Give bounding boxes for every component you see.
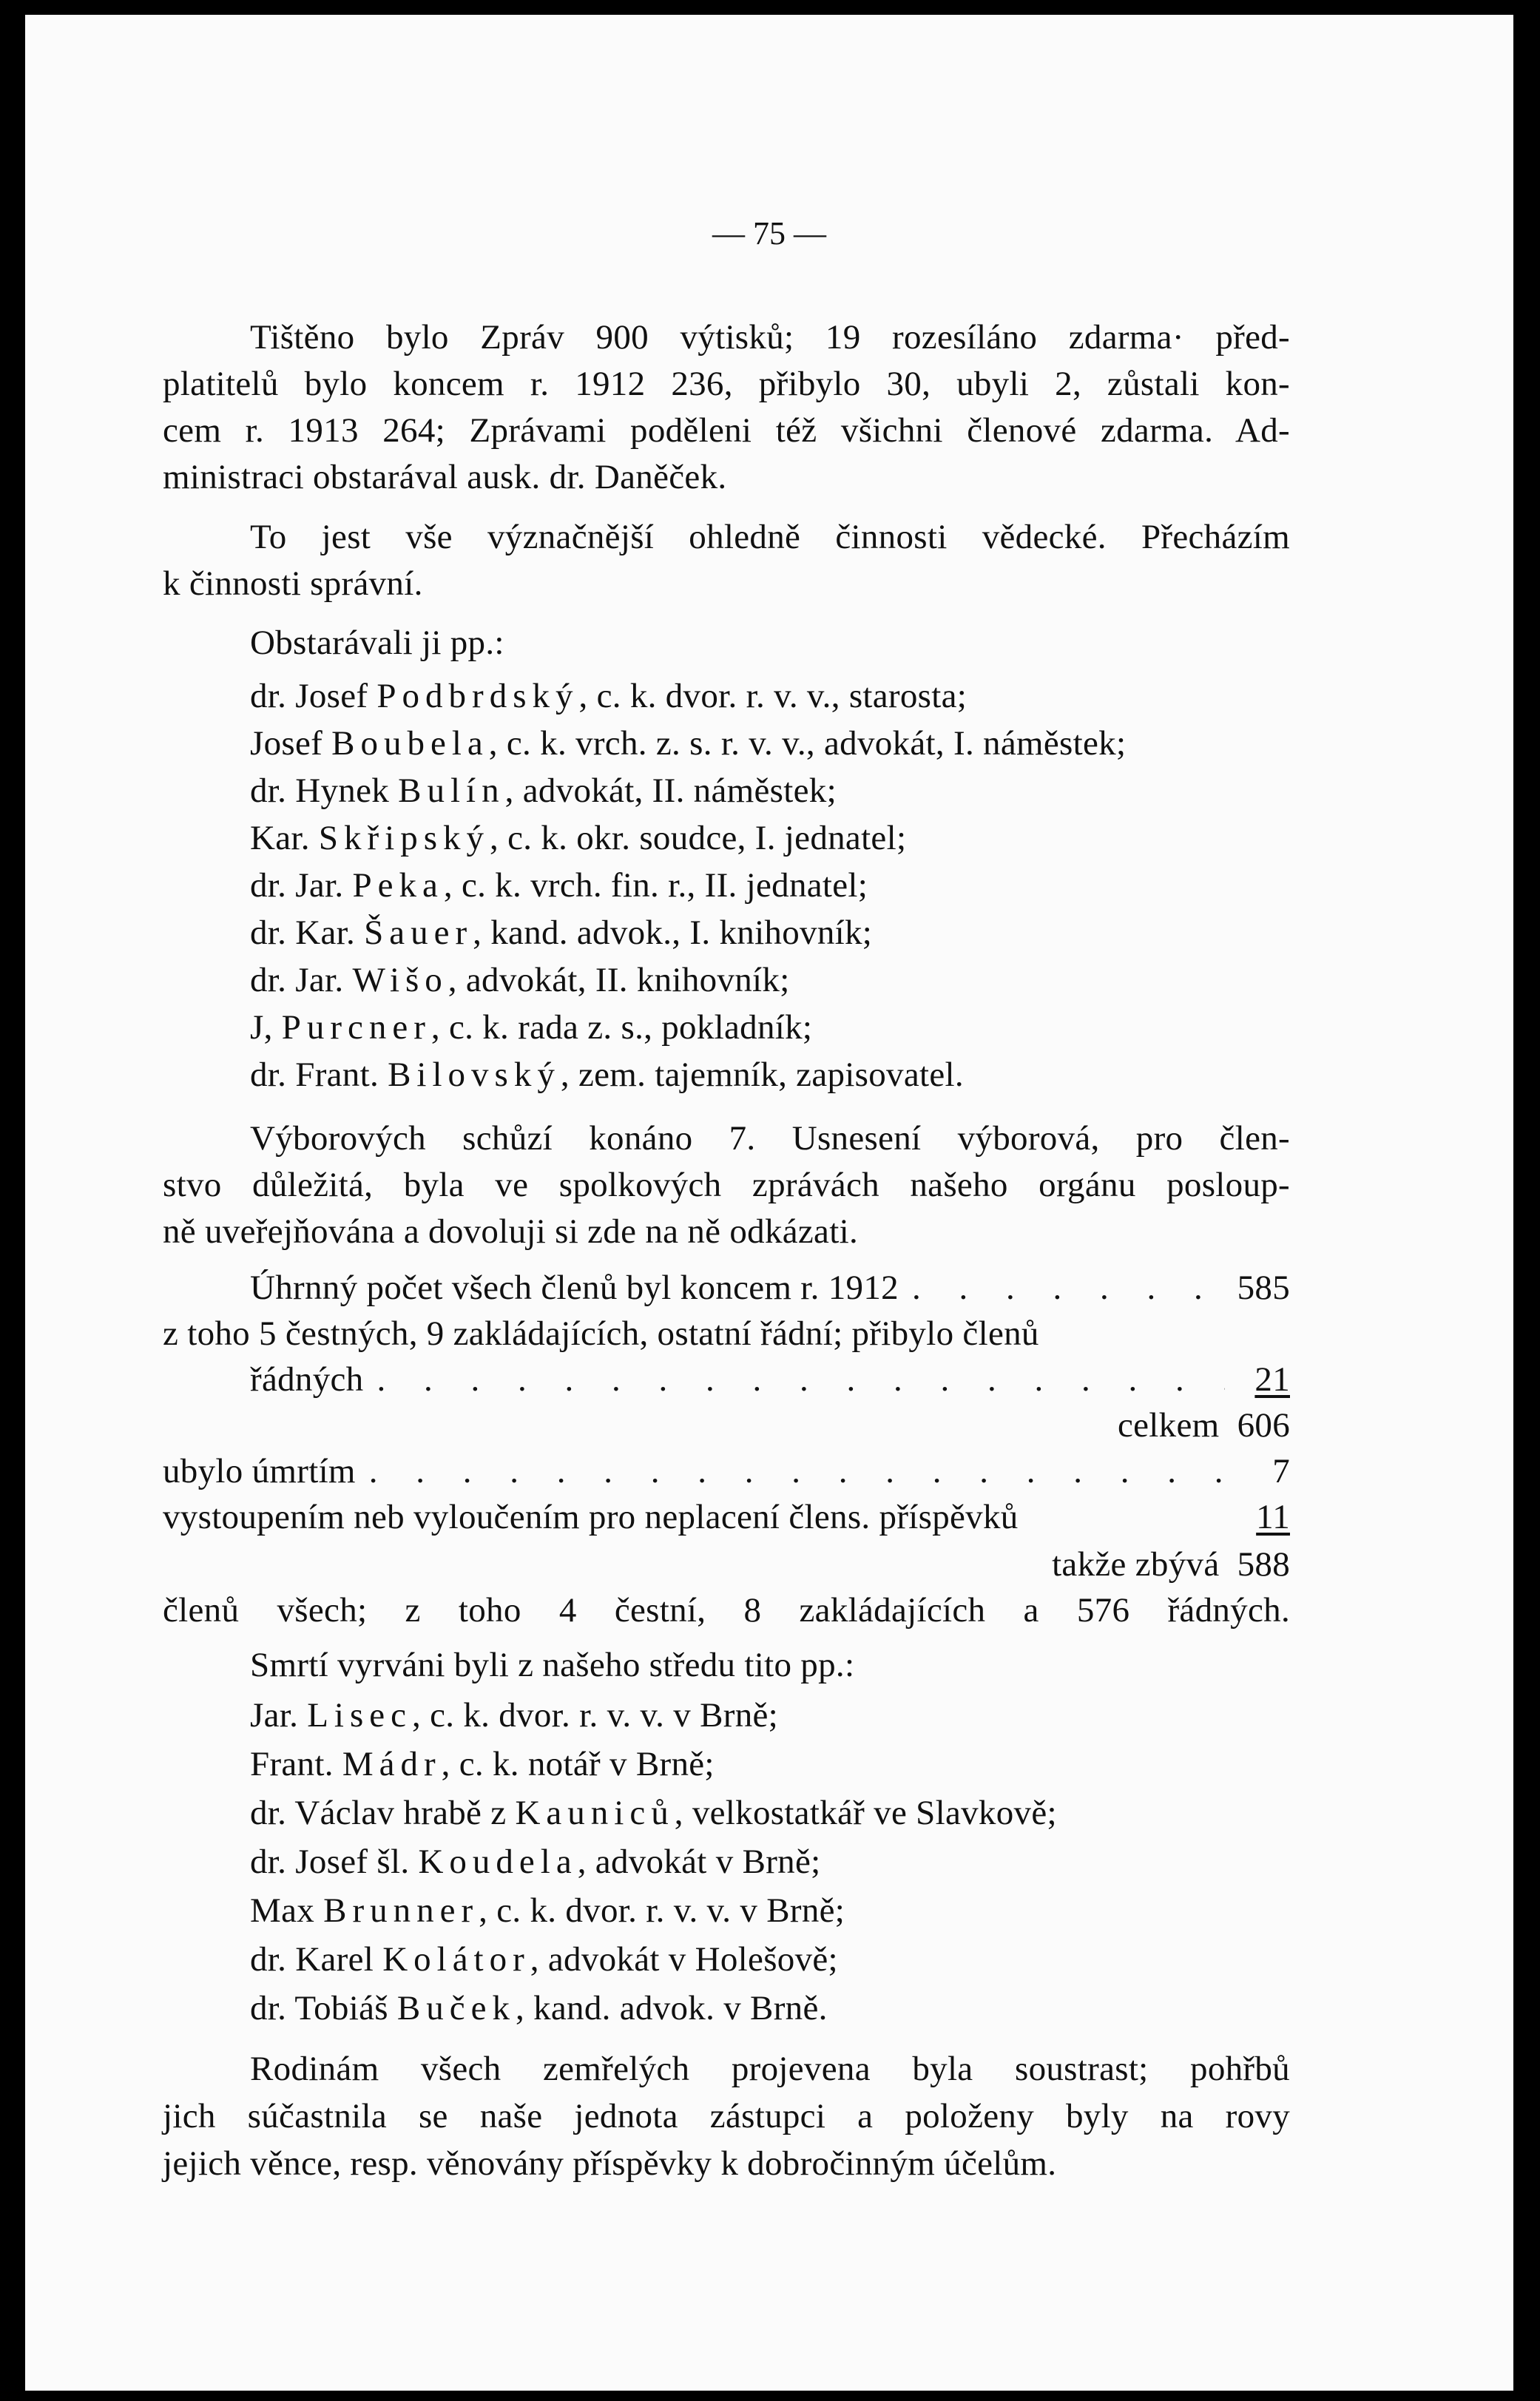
death-pre: Jar. xyxy=(250,1696,308,1735)
stat-label: Úhrnný počet všech členů byl koncem r. 1912 xyxy=(250,1269,899,1307)
death-entry xyxy=(250,1692,778,1739)
stat-remaining xyxy=(1052,1541,1290,1588)
stat-added xyxy=(250,1357,1290,1403)
death-entry xyxy=(250,1936,838,1983)
stat-deaths xyxy=(163,1448,1290,1495)
death-name: Lisec xyxy=(307,1696,412,1735)
para2-line: To jest vše význačnější ohledně činnosti vědecké. Přecházím xyxy=(250,518,1290,556)
stat-value: 21 xyxy=(1254,1360,1290,1399)
officer-entry xyxy=(250,720,1126,767)
stat-label: řádných xyxy=(250,1360,364,1399)
stat-value: 11 xyxy=(1256,1498,1290,1536)
death-entry xyxy=(250,1985,828,2032)
death-detail: , kand. advok. v Brně. xyxy=(515,1989,828,2027)
para4-line: Rodinám všech zemřelých projevena byla soustrast; pohřbů xyxy=(250,2050,1290,2088)
death-name: Buček xyxy=(396,1989,516,2027)
stat-left xyxy=(163,1494,1290,1541)
officer-pre: dr. Frant. xyxy=(250,1056,388,1094)
officer-role: , kand. advok., I. knihovník; xyxy=(473,914,873,952)
officer-name: Purcner xyxy=(281,1008,431,1047)
death-detail: , c. k. dvor. r. v. v. v Brně; xyxy=(479,1891,845,1930)
stat-line: členů všech; z toho 4 čestní, 8 zakládajících a 576 řádných. xyxy=(163,1591,1290,1630)
officer-entry xyxy=(250,1052,964,1098)
deaths-intro: Smrtí vyrváni byli z našeho středu tito pp.: xyxy=(250,1646,855,1684)
officer-pre: dr. Jar. xyxy=(250,866,353,905)
officer-pre: dr. Josef xyxy=(250,677,377,715)
officer-pre: J, xyxy=(250,1008,282,1047)
officer-role: , advokát, II. náměstek; xyxy=(504,771,837,810)
stat-total xyxy=(1118,1402,1290,1449)
para4-line: jejich věnce, resp. věnovány příspěvky k dobročinným účelům. xyxy=(163,2144,1057,2183)
officer-name: Wišo xyxy=(352,961,448,999)
death-pre: Max xyxy=(250,1891,324,1930)
officer-role: , c. k. vrch. z. s. r. v. v., advokát, I. náměstek; xyxy=(488,724,1127,763)
para1-line: cem r. 1913 264; Zprávami poděleni též všichni členové zdarma. Ad- xyxy=(163,411,1290,450)
death-name: Koudela xyxy=(418,1843,578,1881)
stat-value: 588 xyxy=(1237,1545,1290,1584)
death-detail: , advokát v Brně; xyxy=(577,1843,821,1881)
death-pre: dr. Karel xyxy=(250,1940,383,1979)
death-pre: Frant. xyxy=(250,1745,342,1783)
officer-entry xyxy=(250,673,967,720)
officer-entry xyxy=(250,1004,812,1051)
officer-role: , c. k. rada z. s., pokladník; xyxy=(430,1008,813,1047)
officer-pre: dr. Jar. xyxy=(250,961,353,999)
para1-line: Tištěno bylo Zpráv 900 výtisků; 19 rozesíláno zdarma· před- xyxy=(250,318,1290,357)
para3-line: ně uveřejňována a dovoluji si zde na ně odkázati. xyxy=(163,1212,858,1251)
death-pre: dr. Tobiáš xyxy=(250,1989,397,2027)
death-detail: , velkostatkář ve Slavkově; xyxy=(674,1794,1057,1832)
stat-value: 585 xyxy=(1237,1269,1290,1307)
officer-pre: Josef xyxy=(250,724,332,763)
officer-name: Boubela xyxy=(331,724,489,763)
officer-entry xyxy=(250,862,868,909)
death-name: Brunner xyxy=(323,1891,479,1930)
stat-label: vystoupením neb vyloučením pro neplacení člens. příspěvků xyxy=(163,1498,1019,1536)
stat-total-1912 xyxy=(250,1265,1290,1311)
para3-line: Výborových schůzí konáno 7. Usnesení výborová, pro člen- xyxy=(250,1119,1290,1158)
death-detail: , c. k. dvor. r. v. v. v Brně; xyxy=(412,1696,779,1735)
death-entry xyxy=(250,1888,845,1934)
officer-role: , zem. tajemník, zapisovatel. xyxy=(560,1056,964,1094)
stat-label: takže zbývá xyxy=(1052,1545,1220,1584)
officer-entry xyxy=(250,768,837,814)
para1-line: platitelů bylo koncem r. 1912 236, přibylo 30, ubyli 2, zůstali kon- xyxy=(163,365,1290,403)
para1-line: ministraci obstarával ausk. dr. Daněček. xyxy=(163,458,727,496)
stat-value: 7 xyxy=(1272,1452,1290,1490)
officer-pre: Kar. xyxy=(250,819,319,857)
death-name: Kolátor xyxy=(382,1940,530,1979)
officer-name: Bilovský xyxy=(388,1056,561,1094)
para4-line: jich súčastnila se naše jednota zástupci a položeny byly na rovy xyxy=(163,2097,1290,2135)
para2-line: k činnosti správní. xyxy=(163,564,423,603)
officer-entry xyxy=(250,815,906,862)
death-name: Mádr xyxy=(342,1745,442,1783)
officer-pre: dr. Hynek xyxy=(250,771,399,810)
stat-label: ubylo úmrtím xyxy=(163,1452,356,1490)
officer-name: Skřipský xyxy=(318,819,490,857)
death-detail: , advokát v Holešově; xyxy=(530,1940,838,1979)
officer-role: , c. k. dvor. r. v. v., starosta; xyxy=(578,677,967,715)
death-name: Kauniců xyxy=(515,1794,675,1832)
officer-entry xyxy=(250,957,790,1004)
officer-name: Šauer xyxy=(364,914,473,952)
stat-line: z toho 5 čestných, 9 zakládajících, ostatní řádní; přibylo členů xyxy=(163,1314,1039,1353)
page xyxy=(25,15,1513,2391)
officer-name: Bulín xyxy=(398,771,505,810)
stat-label: celkem xyxy=(1117,1406,1220,1445)
para3-line: stvo důležitá, byla ve spolkových zprávách našeho orgánu posloup- xyxy=(163,1166,1290,1204)
officer-pre: dr. Kar. xyxy=(250,914,365,952)
death-pre: dr. Václav hrabě z xyxy=(250,1794,516,1832)
death-entry xyxy=(250,1839,821,1885)
stat-value: 606 xyxy=(1237,1406,1290,1445)
death-pre: dr. Josef šl. xyxy=(250,1843,419,1881)
death-detail: , c. k. notář v Brně; xyxy=(441,1745,715,1783)
officer-name: Peka xyxy=(352,866,444,905)
death-entry xyxy=(250,1790,1057,1837)
officer-role: , c. k. vrch. fin. r., II. jednatel; xyxy=(443,866,868,905)
officer-role: , c. k. okr. soudce, I. jednatel; xyxy=(490,819,907,857)
page-number: — 75 — xyxy=(712,215,826,251)
officer-role: , advokát, II. knihovník; xyxy=(448,961,790,999)
officer-entry xyxy=(250,910,872,956)
death-entry xyxy=(250,1741,715,1788)
officer-name: Podbrdský xyxy=(376,677,579,715)
officers-intro: Obstarávali ji pp.: xyxy=(250,624,504,662)
